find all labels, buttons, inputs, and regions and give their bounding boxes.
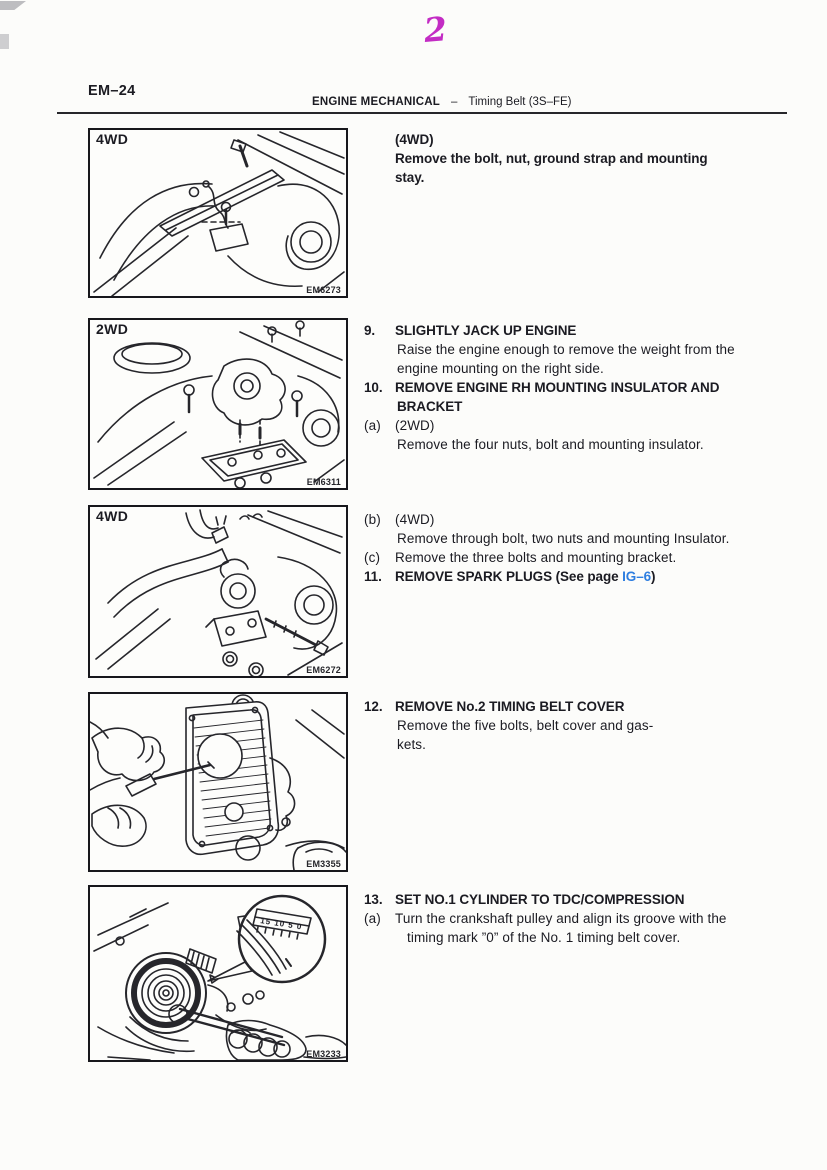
figure-illustration (90, 507, 346, 676)
substep-text: (4WD) (395, 512, 435, 527)
step-13-heading (364, 890, 796, 909)
figure-corner-label: 4WD (96, 508, 129, 524)
instruction-steps-10b-11 (364, 510, 796, 586)
substep-text: Remove the three bolts and mounting bracket. (395, 550, 677, 565)
step-number: 13. (364, 892, 383, 907)
substep-a (364, 909, 796, 928)
instruction-step-12 (364, 697, 796, 754)
header-title (312, 96, 572, 108)
substep-c (364, 548, 796, 567)
body-line: Raise the engine enough to remove the weight from the (397, 342, 735, 357)
step-9-heading (364, 321, 796, 340)
scan-artifact (0, 1, 26, 10)
step-title: SLIGHTLY JACK UP ENGINE (395, 323, 577, 338)
figure-code: EM6272 (306, 665, 341, 675)
figure-box-mounting-insulator-4wd (88, 505, 348, 678)
figure-corner-label: 2WD (96, 321, 129, 337)
body-line: engine mounting on the right side. (397, 361, 604, 376)
substep-label: (a) (364, 418, 381, 433)
step-title (395, 569, 655, 584)
figure-box-timing-belt-cover (88, 692, 348, 872)
step-number: 12. (364, 699, 383, 714)
step-title-suffix: ) (651, 569, 656, 584)
substep-a (364, 416, 796, 435)
instruction-step-13 (364, 890, 796, 947)
page-link-ig6[interactable]: IG–6 (622, 569, 652, 584)
figure-box-mounting-stay-4wd (88, 128, 348, 298)
body-line: Remove through bolt, two nuts and mounting Insulator. (397, 531, 730, 546)
figure-code: EM3355 (306, 859, 341, 869)
body-line: Remove the five bolts, belt cover and gas- (397, 718, 654, 733)
body-line: Remove the bolt, nut, ground strap and mounting (395, 151, 708, 166)
substep-label: (c) (364, 550, 381, 565)
step-title-line2: BRACKET (397, 399, 463, 414)
header-section: ENGINE MECHANICAL (312, 96, 440, 108)
figure-code: EM6273 (306, 285, 341, 295)
step-number: 11. (364, 569, 382, 584)
header-subsection: Timing Belt (3S–FE) (468, 96, 572, 108)
body-line: kets. (397, 737, 427, 752)
substep-label: (a) (364, 911, 381, 926)
figure-code: EM6311 (306, 477, 341, 487)
step-12-heading (364, 697, 796, 716)
step-number: 10. (364, 380, 383, 395)
handwritten-page-number: 2 (422, 9, 449, 50)
step-10-heading (364, 378, 796, 397)
header-dash: – (451, 96, 458, 108)
figure-illustration (90, 320, 346, 488)
body-line: timing mark ”0” of the No. 1 timing belt cover. (407, 930, 681, 945)
figure-corner-label: 4WD (96, 131, 129, 147)
instruction-steps-9-10 (364, 321, 796, 454)
substep-label: (b) (364, 512, 381, 527)
step-title: REMOVE No.2 TIMING BELT COVER (395, 699, 625, 714)
body-line: stay. (395, 170, 425, 185)
figure-illustration (90, 887, 346, 1060)
figure-code: EM3233 (306, 1049, 341, 1059)
timing-scale-numbers: 15 10 5 0 (259, 916, 303, 932)
substep-text: (2WD) (395, 418, 435, 433)
substep-b (364, 510, 796, 529)
substep-text: Turn the crankshaft pulley and align its groove with the (395, 911, 727, 926)
step-number: 9. (364, 323, 376, 338)
header-rule (57, 112, 787, 114)
figure-box-mounting-insulator-2wd (88, 318, 348, 490)
step-title-prefix: REMOVE SPARK PLUGS (See page (395, 569, 623, 584)
step-title: SET NO.1 CYLINDER TO TDC/COMPRESSION (395, 892, 685, 907)
sub-heading: (4WD) (395, 132, 434, 147)
scan-artifact (0, 34, 9, 49)
body-line: Remove the four nuts, bolt and mounting insulator. (397, 437, 704, 452)
step-title: REMOVE ENGINE RH MOUNTING INSULATOR AND (395, 380, 720, 395)
instruction-4wd-intro (395, 130, 827, 187)
figure-illustration (90, 130, 346, 296)
figure-illustration (90, 694, 346, 870)
page-code: EM–24 (88, 83, 136, 99)
step-11-heading (364, 567, 796, 586)
figure-box-crankshaft-pulley-tdc (88, 885, 348, 1062)
